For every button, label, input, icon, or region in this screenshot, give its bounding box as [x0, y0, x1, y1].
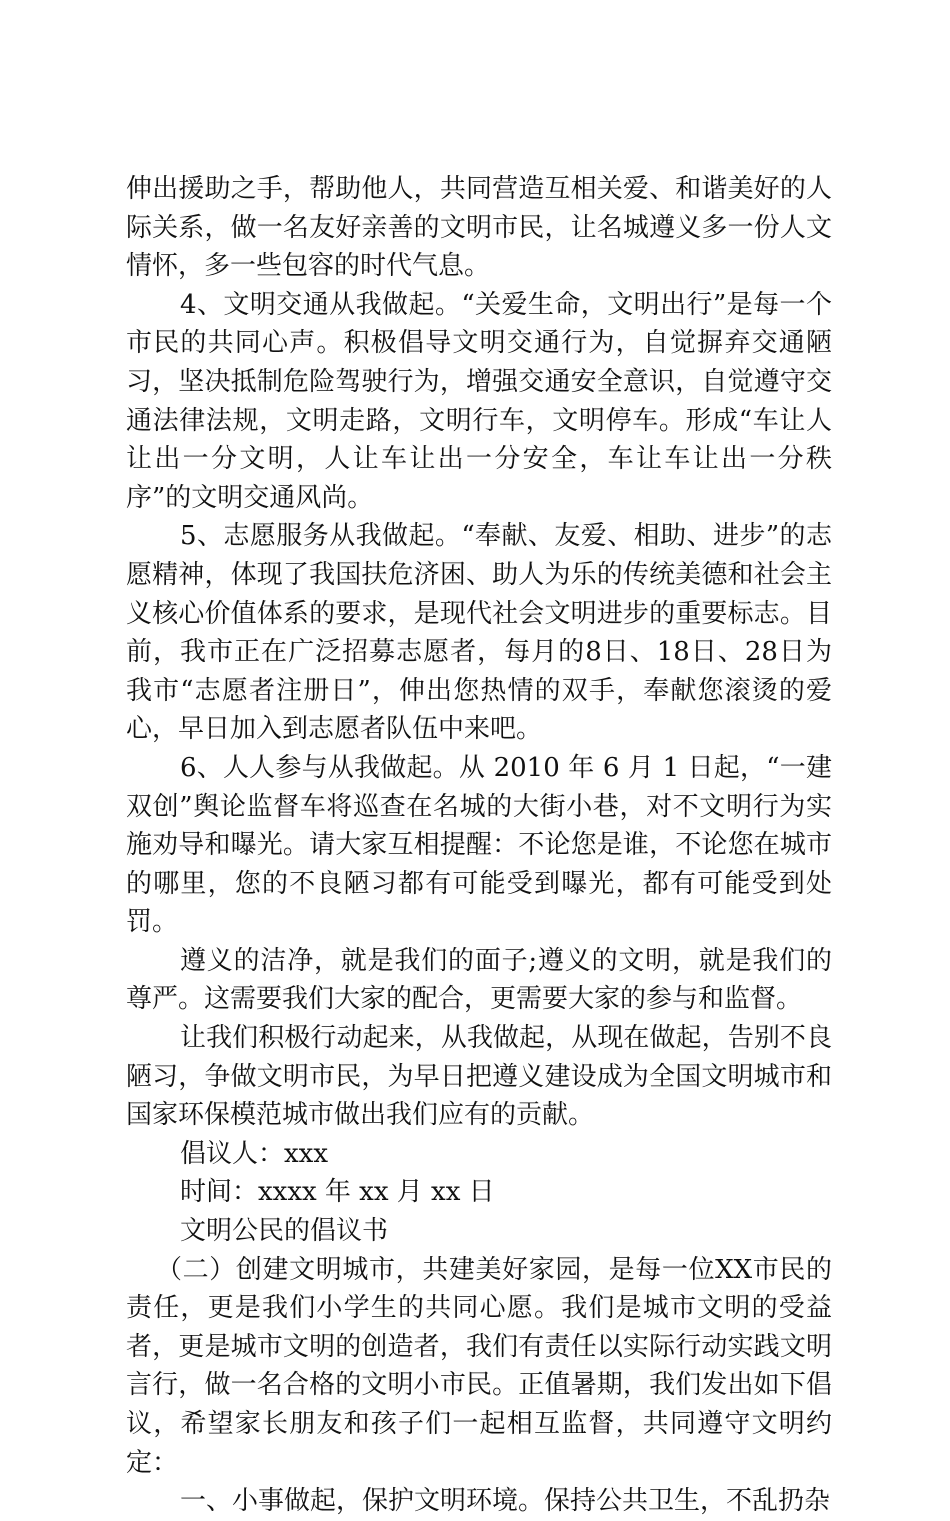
paragraph-helping-others: 伸出援助之手，帮助他人，共同营造互相关爱、和谐美好的人际关系，做一名友好亲善的文明市民，让名城遵义多一份人文情怀，多一些包容的时代气息。: [126, 174, 832, 282]
paragraph-everyone-participates: 6、人人参与从我做起。从 2010 年 6 月 1 日起，“一建双创”舆论监督车将巡查在名城的大街小巷，对不文明行为实施劝导和曝光。请大家互相提醒：不论您是谁，不论您在城市的哪里，您的不良陋习都有可能受到曝光，都有可能受到处罚。: [126, 752, 832, 938]
paragraph-call-to-action: 让我们积极行动起来，从我做起，从现在做起，告别不良陋习，争做文明市民，为早日把遵义建设成为全国文明城市和国家环保模范城市做出我们应有的贡献。: [126, 1023, 832, 1131]
paragraph-cleanliness: 遵义的洁净，就是我们的面子;遵义的文明，就是我们的尊严。这需要我们大家的配合，更需要大家的参与和监督。: [126, 945, 832, 1015]
date-line: 时间：xxxx 年 xx 月 xx 日: [180, 1177, 495, 1208]
paragraph-section-two: （二）创建文明城市，共建美好家园，是每一位XX市民的责任，更是我们小学生的共同心愿。我们是城市文明的受益者，更是城市文明的创造者，我们有责任以实际行动实践文明言行，做一名合格的文明小市民。正值暑期，我们发出如下倡议，希望家长朋友和孩子们一起相互监督，共同遵守文明约定：: [126, 1254, 832, 1478]
paragraph-volunteer-service: 5、志愿服务从我做起。“奉献、友爱、相助、进步”的志愿精神，体现了我国扶危济困、助人为乐的传统美德和社会主义核心价值体系的要求，是现代社会文明进步的重要标志。目前，我市正在广泛招募志愿者，每月的8日、18日、28日为我市“志愿者注册日”，伸出您热情的双手，奉献您滚烫的爱心，早日加入到志愿者队伍中来吧。: [126, 521, 832, 745]
section-title: 文明公民的倡议书: [180, 1216, 389, 1247]
paragraph-item-one: 一、小事做起，保护文明环境。保持公共卫生，不乱扔杂: [180, 1486, 831, 1517]
document-body: [126, 170, 832, 1521]
paragraph-civilized-traffic: 4、文明交通从我做起。“关爱生命，文明出行”是每一个市民的共同心声。积极倡导文明交通行为，自觉摒弃交通陋习，坚决抵制危险驾驶行为，增强交通安全意识，自觉遵守交通法律法规，文明走路，文明行车，文明停车。形成“车让人让出一分文明，人让车让出一分安全，车让车让出一分秩序”的文明交通风尚。: [126, 289, 832, 513]
initiator-line: 倡议人：xxx: [180, 1138, 328, 1169]
